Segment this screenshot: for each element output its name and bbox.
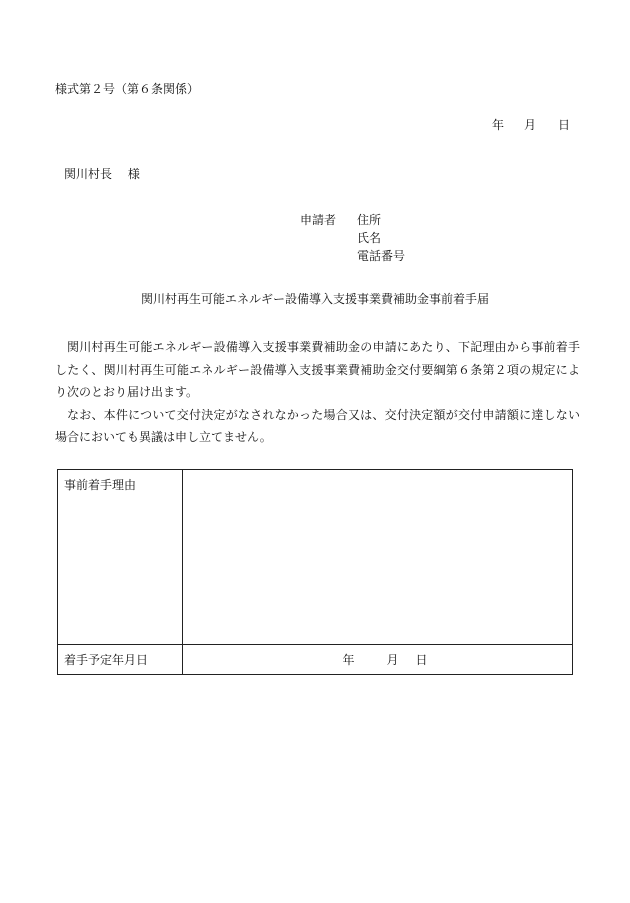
applicant-name-label: 氏名 (357, 231, 382, 245)
submission-date (492, 117, 570, 133)
document-title: 関川村再生可能エネルギー設備導入支援事業費補助金事前着手届 (140, 292, 489, 306)
reason-value-field[interactable] (183, 470, 573, 645)
start-date-label: 着手予定年月日 (58, 645, 183, 675)
start-date-row (58, 645, 573, 675)
start-date-field[interactable] (183, 645, 573, 675)
applicant-block (300, 211, 405, 265)
reason-row (58, 470, 573, 645)
start-date-year: 年 (342, 653, 355, 667)
applicant-address-label: 住所 (357, 213, 382, 227)
body-paragraph-2: なお、本件について交付決定がなされなかった場合又は、交付決定額が交付申請額に達しない場合においても異議は申し立てません。 (55, 407, 580, 444)
applicant-phone-label: 電話番号 (357, 249, 406, 263)
date-month: 月 (523, 118, 536, 132)
date-day: 日 (557, 118, 570, 132)
date-year: 年 (491, 118, 504, 132)
body-paragraph-1: 関川村再生可能エネルギー設備導入支援事業費補助金の申請にあたり、下記理由から事前着手したく、関川村再生可能エネルギー設備導入支援事業費補助金交付要綱第６条第２項の規定により次のとおり届け出ます。 (55, 340, 580, 399)
applicant-label: 申請者 (300, 213, 337, 227)
start-date-month: 月 (386, 653, 399, 667)
addressee: 関川村長 様 (64, 167, 140, 181)
reason-label: 事前着手理由 (58, 470, 183, 645)
form-number: 様式第２号（第６条関係） (55, 82, 200, 96)
start-date-day: 日 (415, 653, 428, 667)
reason-table (57, 469, 573, 675)
body-text (55, 336, 580, 449)
